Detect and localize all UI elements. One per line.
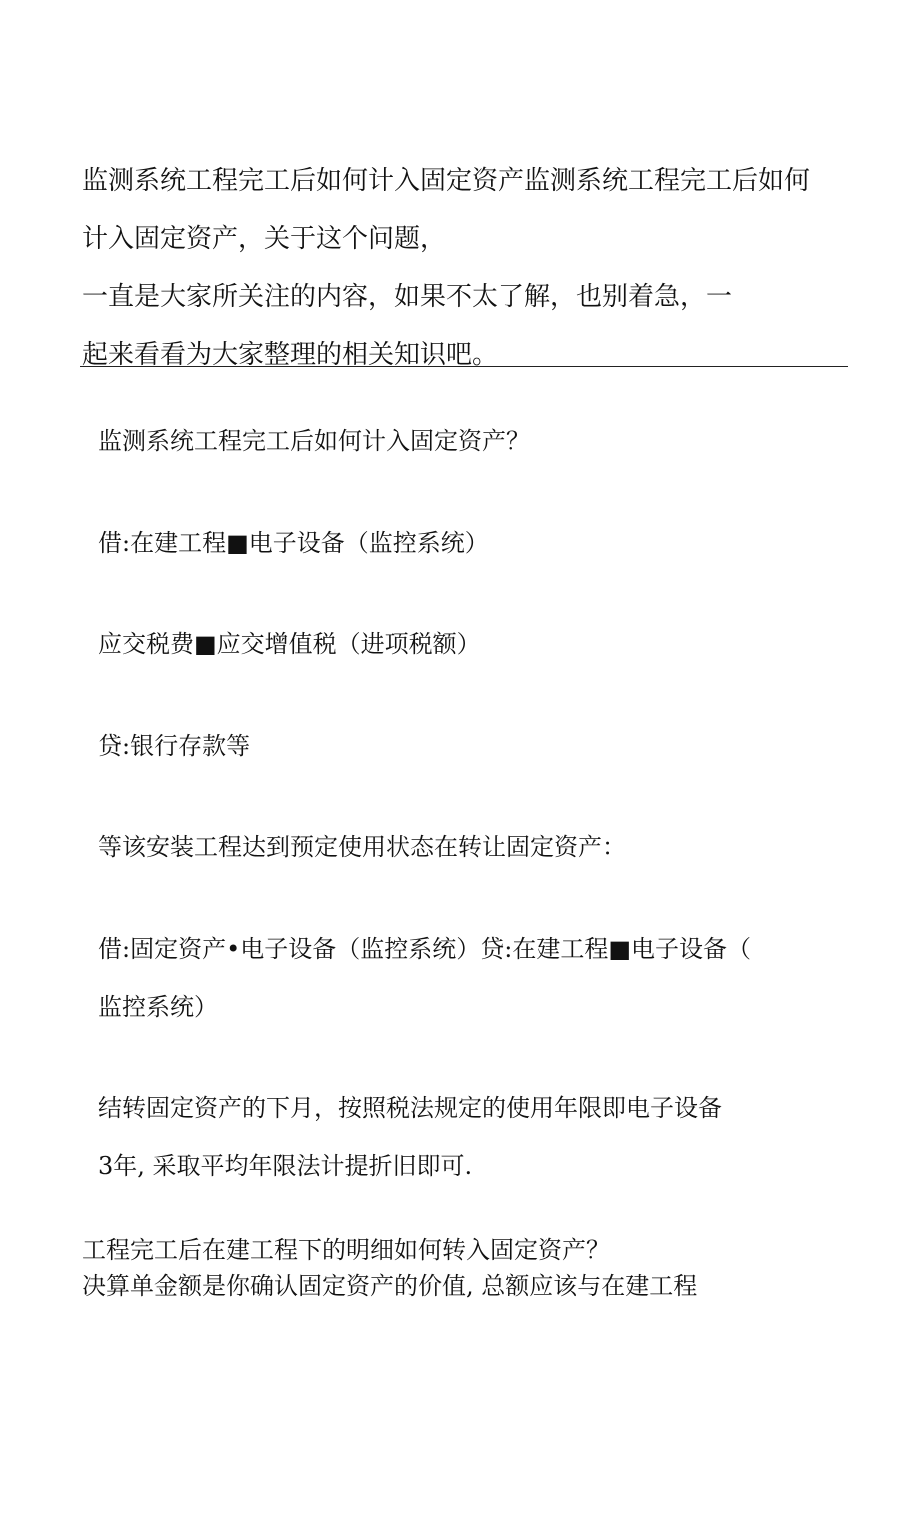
depreciation-line-2: 3年, 采取平均年限法计提折旧即可. <box>98 1152 473 1180</box>
question-heading: 监测系统工程完工后如何计入固定资产？ <box>98 427 530 455</box>
depreciation-line-1: 结转固定资产的下月，按照税法规定的使用年限即电子设备 <box>98 1094 722 1122</box>
footer-question: 工程完工后在建工程下的明细如何转入固定资产？ <box>82 1236 610 1264</box>
intro-line-3: 一直是大家所关注的内容，如果不太了解，也别着急，一 <box>82 282 733 312</box>
tax-entry: 应交税费■应交增值税（进项税额） <box>98 630 481 658</box>
section-divider <box>80 366 848 367</box>
intro-paragraph <box>82 152 852 384</box>
debit-entry-construction: 借:在建工程■电子设备（监控系统） <box>98 529 489 557</box>
intro-line-1: 监测系统工程完工后如何计入固定资产监测系统工程完工后如何 <box>82 166 811 196</box>
credit-entry-bank: 贷:银行存款等 <box>98 732 251 760</box>
transfer-intro-text: 等该安装工程达到预定使用状态在转让固定资产： <box>98 833 626 861</box>
transfer-entry-line-1: 借:固定资产•电子设备（监控系统）贷:在建工程■电子设备（ <box>98 935 752 963</box>
footer-answer-start: 决算单金额是你确认固定资产的价值, 总额应该与在建工程 <box>82 1272 698 1300</box>
intro-line-4: 起来看看为大家整理的相关知识吧。 <box>82 340 499 370</box>
intro-line-2: 计入固定资产，关于这个问题， <box>82 224 447 254</box>
transfer-entry-line-2: 监控系统） <box>98 993 218 1021</box>
